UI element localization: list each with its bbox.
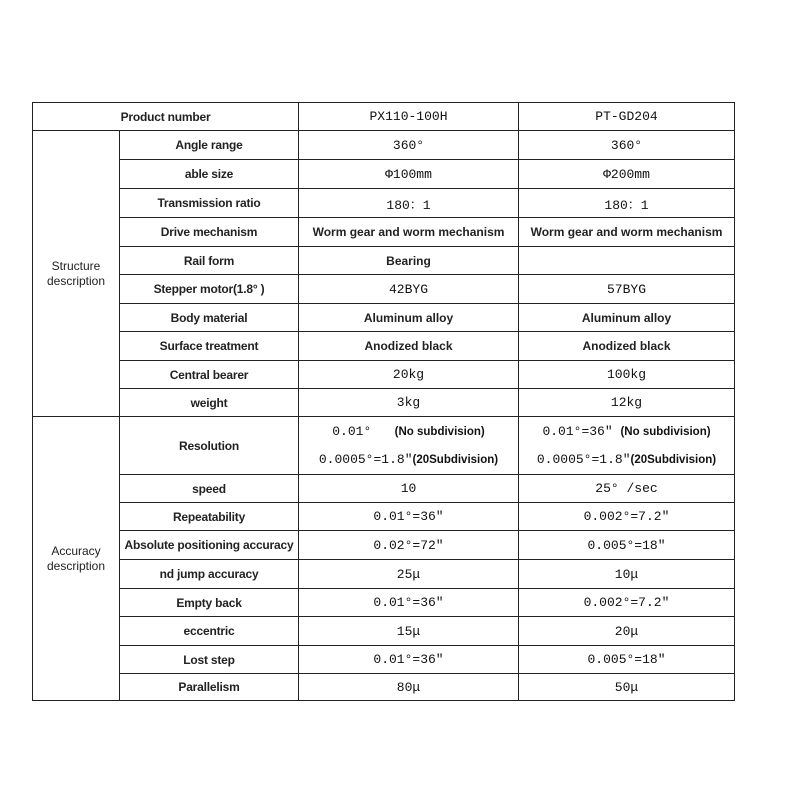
value-product-1: 0.01°=36″ bbox=[299, 646, 519, 674]
row-label: Resolution bbox=[120, 417, 299, 475]
table-row bbox=[33, 531, 735, 560]
value-product-1: Aluminum alloy bbox=[299, 304, 519, 332]
table-row bbox=[33, 160, 735, 189]
value-product-2: 20μ bbox=[519, 617, 735, 646]
row-label: Rail form bbox=[120, 247, 299, 275]
spec-table bbox=[32, 102, 735, 701]
table-row bbox=[33, 389, 735, 417]
row-label: weight bbox=[120, 389, 299, 417]
value-product-1: 0.01°=36″ bbox=[299, 503, 519, 531]
value-product-2: Anodized black bbox=[519, 332, 735, 361]
resolution-value: 0.0005°=1.8″ bbox=[318, 451, 413, 467]
value-product-1: Φ100mm bbox=[299, 160, 519, 189]
value-product-1: 15μ bbox=[299, 617, 519, 646]
table-row bbox=[33, 332, 735, 361]
header-product-2: PT-GD204 bbox=[519, 103, 735, 131]
resolution-note: (20Subdivision) bbox=[412, 453, 499, 466]
table-row bbox=[33, 361, 735, 389]
row-label: Angle range bbox=[120, 131, 299, 160]
value-product-1: 20kg bbox=[299, 361, 519, 389]
header-label: Product number bbox=[33, 103, 299, 131]
value-product-2: 180：1 bbox=[519, 189, 735, 218]
table-row bbox=[33, 674, 735, 701]
row-label: able size bbox=[120, 160, 299, 189]
value-product-1: 80μ bbox=[299, 674, 519, 701]
value-product-2: Worm gear and worm mechanism bbox=[519, 218, 735, 247]
row-label: Lost step bbox=[120, 646, 299, 674]
row-label: eccentric bbox=[120, 617, 299, 646]
value-product-2 bbox=[519, 247, 735, 275]
value-product-1: Anodized black bbox=[299, 332, 519, 361]
table-row bbox=[33, 417, 735, 475]
table-row bbox=[33, 218, 735, 247]
value-product-1: 180：1 bbox=[299, 189, 519, 218]
value-product-2: 12kg bbox=[519, 389, 735, 417]
resolution-note: (No subdivision) bbox=[620, 425, 711, 438]
value-product-1: Bearing bbox=[299, 247, 519, 275]
row-label: Body material bbox=[120, 304, 299, 332]
row-label: Absolute positioning accuracy bbox=[120, 531, 299, 560]
table-row bbox=[33, 617, 735, 646]
row-label: Surface treatment bbox=[120, 332, 299, 361]
row-label: Transmission ratio bbox=[120, 189, 299, 218]
row-label: Repeatability bbox=[120, 503, 299, 531]
resolution-product-1 bbox=[299, 417, 519, 475]
value-product-2: Φ200mm bbox=[519, 160, 735, 189]
value-product-2: 0.002°=7.2″ bbox=[519, 589, 735, 617]
resolution-note: (No subdivision) bbox=[394, 425, 485, 438]
table-row bbox=[33, 560, 735, 589]
table-row bbox=[33, 304, 735, 332]
table-row bbox=[33, 275, 735, 304]
value-product-2: 360° bbox=[519, 131, 735, 160]
row-label: Drive mechanism bbox=[120, 218, 299, 247]
table-row bbox=[33, 189, 735, 218]
value-product-1: 42BYG bbox=[299, 275, 519, 304]
value-product-1: 10 bbox=[299, 475, 519, 503]
table-row bbox=[33, 247, 735, 275]
header-row bbox=[33, 103, 735, 131]
row-label: Stepper motor(1.8° ) bbox=[120, 275, 299, 304]
value-product-1: 3kg bbox=[299, 389, 519, 417]
table-row bbox=[33, 131, 735, 160]
row-label: speed bbox=[120, 475, 299, 503]
resolution-value: 0.01° bbox=[332, 423, 372, 439]
header-product-1: PX110-100H bbox=[299, 103, 519, 131]
accuracy-group-label: Accuracy description bbox=[33, 417, 120, 701]
value-product-1: 360° bbox=[299, 131, 519, 160]
row-label: Central bearer bbox=[120, 361, 299, 389]
row-label: Empty back bbox=[120, 589, 299, 617]
value-product-2: 50μ bbox=[519, 674, 735, 701]
resolution-value: 0.0005°=1.8″ bbox=[536, 451, 631, 467]
value-product-2: 10μ bbox=[519, 560, 735, 589]
resolution-note: (20Subdivision) bbox=[630, 453, 717, 466]
row-label: nd jump accuracy bbox=[120, 560, 299, 589]
value-product-2: Aluminum alloy bbox=[519, 304, 735, 332]
value-product-1: 25μ bbox=[299, 560, 519, 589]
value-product-1: 0.02°=72″ bbox=[299, 531, 519, 560]
row-label: Parallelism bbox=[120, 674, 299, 701]
table-row bbox=[33, 475, 735, 503]
value-product-2: 100kg bbox=[519, 361, 735, 389]
table-row bbox=[33, 503, 735, 531]
value-product-2: 0.005°=18″ bbox=[519, 531, 735, 560]
value-product-2: 57BYG bbox=[519, 275, 735, 304]
table-row bbox=[33, 589, 735, 617]
resolution-value: 0.01°=36″ bbox=[542, 423, 613, 439]
value-product-1: 0.01°=36″ bbox=[299, 589, 519, 617]
value-product-1: Worm gear and worm mechanism bbox=[299, 218, 519, 247]
value-product-2: 0.002°=7.2″ bbox=[519, 503, 735, 531]
table-row bbox=[33, 646, 735, 674]
resolution-product-2 bbox=[519, 417, 735, 475]
value-product-2: 0.005°=18″ bbox=[519, 646, 735, 674]
structure-group-label: Structure description bbox=[33, 131, 120, 417]
value-product-2: 25° /sec bbox=[519, 475, 735, 503]
